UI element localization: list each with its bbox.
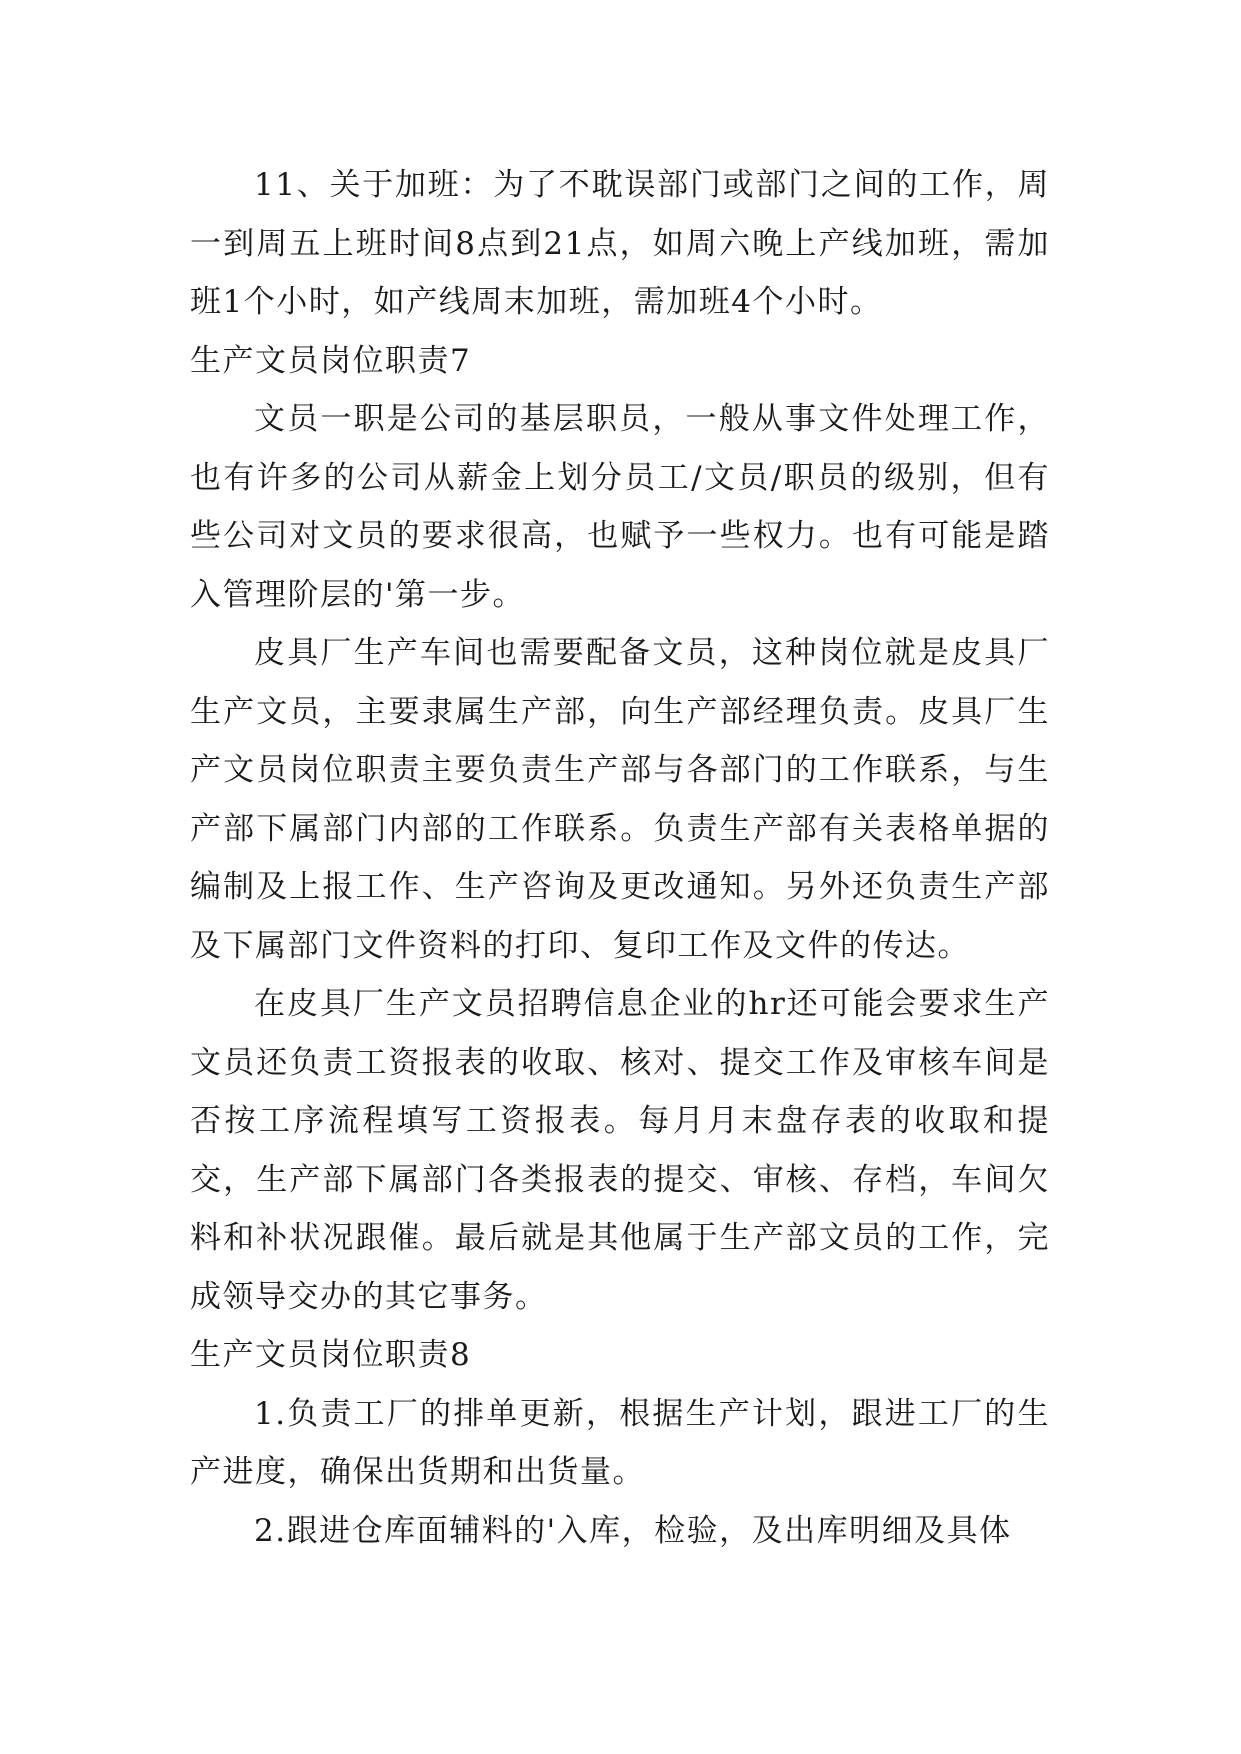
paragraph-hr-requirements: 在皮具厂生产文员招聘信息企业的hr还可能会要求生产文员还负责工资报表的收取、核对、提交工作及审核车间是否按工序流程填写工资报表。每月月末盘存表的收取和提交，生产部下属部门各类报表的提交、审核、存档，车间欠料和补状况跟催。最后就是其他属于生产部文员的工作，完成领导交办的其它事务。: [190, 986, 1050, 1315]
paragraph-duty-1: 1.负责工厂的排单更新，根据生产计划，跟进工厂的生产进度，确保出货期和出货量。: [190, 1395, 1050, 1490]
paragraph-leather-factory-clerk: 皮具厂生产车间也需要配备文员，这种岗位就是皮具厂生产文员，主要隶属生产部，向生产部经理负责。皮具厂生产文员岗位职责主要负责生产部与各部门的工作联系，与生产部下属部门内部的工作联系。负责生产部有关表格单据的编制及上报工作、生产咨询及更改通知。另外还负责生产部及下属部门文件资料的打印、复印工作及文件的传达。: [190, 635, 1050, 964]
document-body: [190, 156, 1050, 1560]
section-heading-8: 生产文员岗位职责8: [190, 1337, 472, 1373]
paragraph-overtime: 11、关于加班：为了不耽误部门或部门之间的工作，周一到周五上班时间8点到21点，如周六晚上产线加班，需加班1个小时，如产线周末加班，需加班4个小时。: [190, 167, 1050, 320]
paragraph-clerk-intro: 文员一职是公司的基层职员，一般从事文件处理工作，也有许多的公司从薪金上划分员工/文员/职员的级别，但有些公司对文员的要求很高，也赋予一些权力。也有可能是踏入管理阶层的'第一步。: [190, 401, 1050, 613]
paragraph-duty-2: 2.跟进仓库面辅料的'入库，检验，及出库明细及具体: [254, 1512, 1012, 1549]
section-heading-7: 生产文员岗位职责7: [190, 342, 472, 379]
